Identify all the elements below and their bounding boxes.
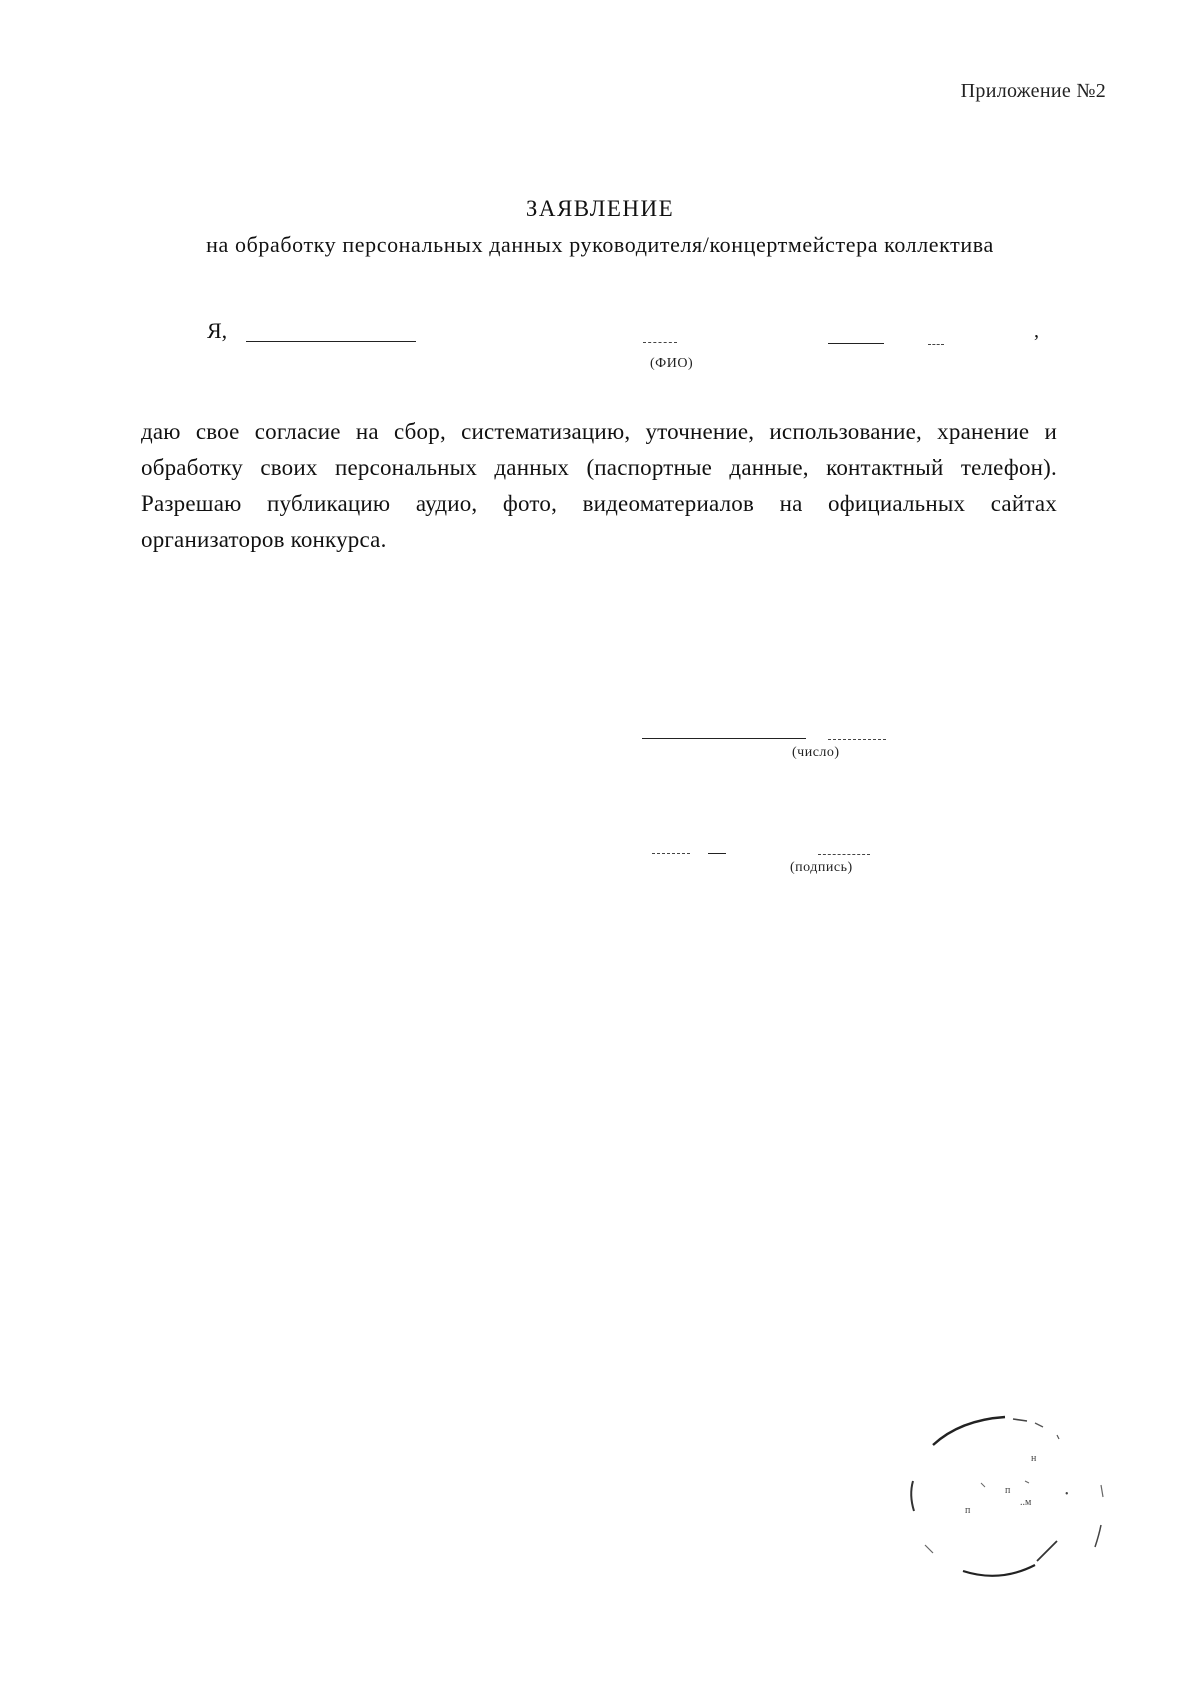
date-underline-fragment bbox=[828, 739, 886, 740]
ya-label: Я, bbox=[207, 318, 228, 343]
date-underline bbox=[642, 738, 806, 739]
signature-underline-fragment bbox=[818, 854, 870, 855]
consent-text: даю свое согласие на сбор, систематизацию, уточнение, использование, хранение и обработку своих персональных данных (паспортные данные, контактный телефон). Разрешаю публикацию аудио, фото, видеоматериалов на официальных сайтах организаторов конкурса. bbox=[141, 419, 1057, 552]
appendix-label: Приложение №2 bbox=[960, 80, 1106, 102]
fio-underline-fragment bbox=[828, 343, 884, 344]
round-seal-stamp-icon: н п ..м п • bbox=[905, 1385, 1115, 1595]
comma-mark: , bbox=[1034, 320, 1039, 342]
fio-underline bbox=[246, 341, 416, 342]
document-subtitle: на обработку персональных данных руководителя/концертмейстера коллектива bbox=[206, 232, 994, 257]
fio-underline-fragment bbox=[643, 342, 677, 343]
fio-underline-fragment bbox=[928, 344, 944, 345]
fio-caption: (ФИО) bbox=[650, 356, 694, 371]
date-caption: (число) bbox=[792, 745, 840, 760]
signature-caption: (подпись) bbox=[790, 860, 853, 875]
signature-underline-fragment bbox=[708, 853, 726, 854]
document-title: ЗАЯВЛЕНИЕ bbox=[525, 196, 675, 221]
signature-underline bbox=[652, 853, 690, 854]
